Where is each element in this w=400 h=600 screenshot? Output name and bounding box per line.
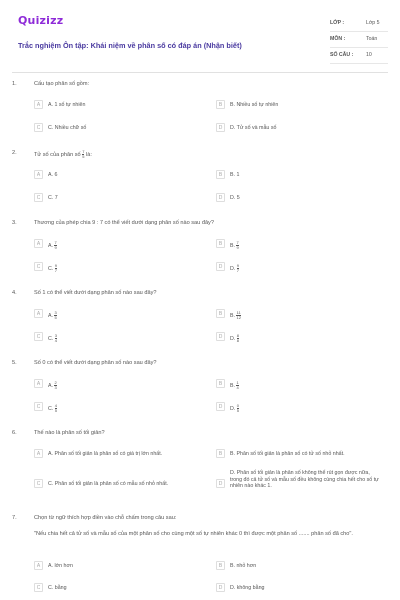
option-letter: C [34,479,43,488]
option-letter: D [216,583,225,592]
option-text: B. Nhiều số tự nhiên [230,102,279,108]
option-text: C. Nhiều chữ số [48,125,87,131]
header-divider [12,72,388,73]
option-text [230,311,380,320]
fraction-denominator: 5 [54,315,57,320]
option-text: A. lớn hơn [48,563,73,569]
fraction-numerator: 9 [236,263,240,268]
option-text: B. nhỏ hơn [230,563,257,569]
meta-row-class [330,16,388,32]
option-text: D. không bằng [230,585,265,591]
meta-value: Toán [366,36,378,42]
option-prefix: D. [230,265,237,272]
option-text: D. 5 [230,195,240,201]
option-text [48,264,198,273]
fraction-denominator: 8 [236,338,240,343]
fraction-numerator: 4 [54,403,58,408]
option-text: C. Phân số tối giản là phân số có mẫu số nhỏ nhất. [48,481,169,487]
meta-value: 10 [366,52,372,58]
option-prefix: B. [230,382,237,389]
meta-row-count [330,48,388,64]
option-text: A. 1 số tự nhiên [48,102,86,108]
fraction-numerator: 2 [54,380,57,385]
option-letter: B [216,449,225,458]
fraction-numerator: 8 [236,333,240,338]
meta-value: Lớp 5 [366,20,380,26]
fraction-denominator: 9 [54,245,57,250]
question-text [34,150,374,159]
fraction-denominator: 7 [236,268,240,273]
question-number: 4. [12,290,17,296]
option-text [48,311,198,320]
fraction-numerator: 7 [82,149,85,154]
question-statement: "Nếu chia hết cả tử số và mẫu số của một phân số cho cùng một số tự nhiên khác 0 thì được một phân số ....... phân số đã cho". [34,531,353,537]
question-text: Chọn từ ngữ thích hợp điền vào chỗ chấm trong câu sau: [34,515,177,521]
option-text [230,334,380,343]
option-letter: A [34,379,43,388]
option-letter: D [216,479,225,488]
fraction-denominator: 5 [236,408,240,413]
option-letter: D [216,123,225,132]
option-prefix: A. [48,312,55,319]
option-letter: B [216,379,225,388]
option-text [230,241,380,250]
option-letter: B [216,309,225,318]
option-text: B. Phân số tối giản là phân số có tử số nhỏ nhất. [230,451,345,457]
fraction [55,334,57,343]
option-prefix: D. [230,335,237,342]
fraction-denominator: 4 [236,385,239,390]
question-text: Thế nào là phân số tối giản? [34,430,105,436]
fraction [54,241,56,250]
option-text: B. 1 [230,172,240,178]
fraction-denominator: 3 [54,385,57,390]
option-prefix: B. [230,242,237,249]
worksheet-meta [330,16,388,64]
fraction-numerator: 3 [54,333,58,338]
option-text [230,404,380,413]
option-letter: C [34,193,43,202]
option-text: A. 6 [48,172,58,178]
fraction-numerator: 1 [236,380,239,385]
question-text-after: là: [84,151,92,158]
option-prefix: B. [230,312,237,319]
option-letter: D [216,402,225,411]
question-text: Cấu tạo phân số gồm: [34,81,90,87]
option-text: D. Tử số và mẫu số [230,125,277,131]
fraction [236,381,238,390]
option-text [48,381,198,390]
option-letter: A [34,309,43,318]
question-number: 6. [12,430,17,436]
option-text: C. 7 [48,195,58,201]
worksheet-header [12,10,388,68]
option-letter: C [34,262,43,271]
question-number: 5. [12,360,17,366]
option-text [48,241,198,250]
option-prefix: A. [48,242,55,249]
fraction-numerator: 3 [54,310,57,315]
option-letter: C [34,583,43,592]
option-prefix: C. [48,405,55,412]
question-number: 1. [12,81,17,87]
fraction-numerator: 7 [236,240,239,245]
meta-label: LỚP : [330,20,345,26]
option-text [230,381,380,390]
option-text: D. Phân số tối giản là phân số không thể rút gọn được nữa, trong đó cả tử số và mẫu số đều không cùng chia hết cho số tự nhiên nào khác 1. [230,470,379,490]
fraction [237,264,239,273]
fraction [237,404,239,413]
fraction-denominator: 12 [236,315,241,320]
option-prefix: C. [48,335,55,342]
option-text: A. Phân số tối giản là phân số có giá trị lớn nhất. [48,451,163,457]
fraction [236,311,240,320]
fraction-numerator: 11 [236,310,241,315]
fraction-numerator: 0 [236,403,240,408]
option-letter: B [216,170,225,179]
option-letter: D [216,332,225,341]
option-letter: B [216,239,225,248]
option-text [48,334,198,343]
option-letter: D [216,262,225,271]
meta-label: SỐ CÂU : [330,52,354,58]
meta-row-subject [330,32,388,48]
option-letter: C [34,402,43,411]
option-letter: A [34,170,43,179]
question-text-before: Tử số của phân số [34,151,83,158]
question-text: Số 1 có thể viết dưới dạng phân số nào sau đây? [34,290,157,296]
fraction-numerator: 9 [54,263,58,268]
option-letter: A [34,449,43,458]
fraction [236,241,238,250]
fraction-numerator: 7 [54,240,57,245]
fraction [54,381,56,390]
question-number: 2. [12,150,17,156]
option-prefix: C. [48,265,55,272]
question-number: 3. [12,220,17,226]
option-letter: B [216,100,225,109]
fraction-denominator: 4 [54,338,58,343]
option-letter: D [216,193,225,202]
option-prefix: D. [230,405,237,412]
option-letter: A [34,100,43,109]
question-text: Số 0 có thể viết dưới dạng phân số nào sau đây? [34,360,157,366]
question-text: Thương của phép chia 9 : 7 có thể viết dưới dạng phân số nào sau đây? [34,220,214,226]
question-number: 7. [12,515,17,521]
option-letter: A [34,239,43,248]
option-letter: B [216,561,225,570]
option-letter: C [34,123,43,132]
worksheet-title: Trắc nghiệm Ôn tập: Khái niệm về phân số có đáp án (Nhận biết) [18,41,242,50]
fraction [237,334,239,343]
fraction-denominator: 5 [54,408,58,413]
option-text: C. bằng [48,585,67,591]
quizizz-logo: Quizizz [18,14,64,27]
fraction [55,404,57,413]
option-text [48,404,198,413]
fraction-denominator: 5 [82,154,85,159]
option-letter: C [34,332,43,341]
fraction [55,264,57,273]
fraction [54,311,56,320]
fraction-denominator: 9 [236,245,239,250]
option-text [230,264,380,273]
fraction-denominator: 7 [54,268,58,273]
option-letter: A [34,561,43,570]
meta-label: MÔN : [330,36,346,42]
option-prefix: A. [48,382,55,389]
